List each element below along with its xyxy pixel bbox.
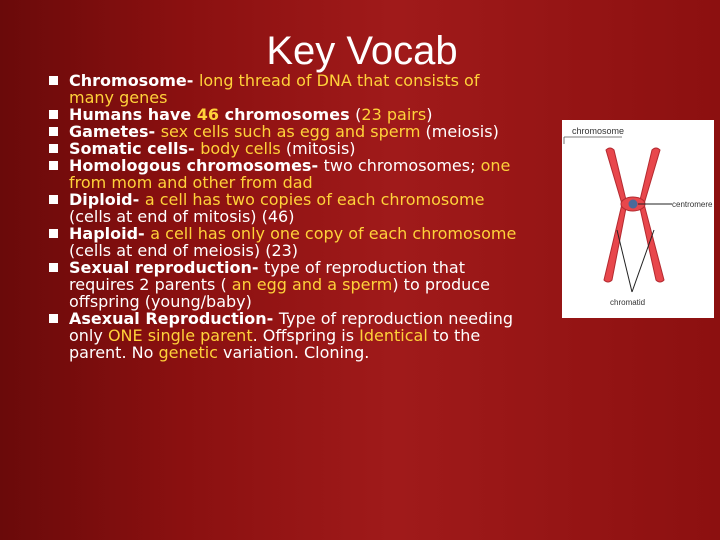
- vocab-text: ) to produce offspring (young/baby): [69, 275, 490, 311]
- bullet-icon: [49, 263, 58, 272]
- chromatid-arm-lower-right: [640, 204, 664, 282]
- chromatid-arm-upper-left: [606, 148, 626, 204]
- centromere-dot: [629, 200, 638, 209]
- vocab-text: 46: [196, 105, 220, 124]
- vocab-item: [49, 259, 529, 310]
- vocab-item: [49, 310, 529, 361]
- vocab-term: Asexual Reproduction-: [69, 309, 279, 328]
- vocab-text: a cell has two copies of each chromosome: [144, 190, 485, 209]
- vocab-text: type of reproduction that requires 2 parents (: [69, 258, 465, 294]
- chromatid-arm-lower-left: [604, 204, 626, 282]
- vocab-text: genetic: [158, 343, 218, 362]
- bullet-icon: [49, 76, 58, 85]
- vocab-text: to the parent. No: [69, 326, 481, 362]
- vocab-term: Gametes-: [69, 122, 161, 141]
- vocab-text: (cells at end of meiosis) (23): [69, 241, 299, 260]
- vocab-text: Type of reproduction needing only: [69, 309, 514, 345]
- vocab-text: one from mom and other from dad: [69, 156, 511, 192]
- vocab-term: Sexual reproduction-: [69, 258, 265, 277]
- vocab-term: Somatic cells-: [69, 139, 201, 158]
- vocab-item: [49, 106, 529, 123]
- chromosome-diagram-svg: [562, 120, 714, 318]
- vocab-term: Humans have: [69, 105, 197, 124]
- bullet-icon: [49, 144, 58, 153]
- vocab-term: Homologous chromosomes-: [69, 156, 324, 175]
- bullet-icon: [49, 161, 58, 170]
- chromosome-diagram: [562, 120, 714, 318]
- vocab-text: chromosomes: [219, 105, 356, 124]
- bullet-icon: [49, 195, 58, 204]
- chromosome-shape: [604, 148, 664, 282]
- vocab-text: variation. Cloning.: [217, 343, 370, 362]
- vocab-item: [49, 140, 529, 157]
- slide-title-text: Key Vocab: [266, 29, 458, 73]
- vocab-text: (: [355, 105, 362, 124]
- bullet-icon: [49, 110, 58, 119]
- label-chromosome: chromosome: [572, 126, 625, 136]
- vocab-text: (meiosis): [420, 122, 499, 141]
- vocab-text: a cell has only one copy of each chromosome: [150, 224, 517, 243]
- vocab-text: ): [426, 105, 433, 124]
- vocab-item: [49, 225, 529, 259]
- label-centromere: centromere: [672, 200, 713, 209]
- vocab-text: (cells at end of mitosis) (46): [69, 207, 295, 226]
- vocab-list: [49, 72, 529, 361]
- vocab-item: [49, 191, 529, 225]
- vocab-term: Diploid-: [69, 190, 145, 209]
- label-chromatid: chromatid: [610, 298, 646, 307]
- vocab-term: Chromosome-: [69, 71, 199, 90]
- chromatid-pointer-right: [632, 230, 654, 292]
- vocab-text: 23 pairs: [361, 105, 427, 124]
- bullet-icon: [49, 229, 58, 238]
- vocab-text: ONE single parent: [107, 326, 253, 345]
- vocab-item: [49, 72, 529, 106]
- vocab-text: (mitosis): [280, 139, 356, 158]
- vocab-text: long thread of DNA that consists of many genes: [69, 71, 480, 107]
- slide-title: [0, 28, 720, 74]
- vocab-item: [49, 157, 529, 191]
- bullet-icon: [49, 314, 58, 323]
- vocab-item: [49, 123, 529, 140]
- vocab-text: . Offspring is: [252, 326, 360, 345]
- vocab-text: an egg and a sperm: [231, 275, 393, 294]
- vocab-term: Haploid-: [69, 224, 151, 243]
- chromatid-pointer-left: [617, 230, 632, 292]
- chromatid-arm-upper-right: [640, 148, 660, 204]
- bullet-icon: [49, 127, 58, 136]
- vocab-text: two chromosomes;: [323, 156, 481, 175]
- vocab-text: sex cells such as egg and sperm: [160, 122, 421, 141]
- vocab-text: Identical: [359, 326, 428, 345]
- vocab-text: body cells: [200, 139, 281, 158]
